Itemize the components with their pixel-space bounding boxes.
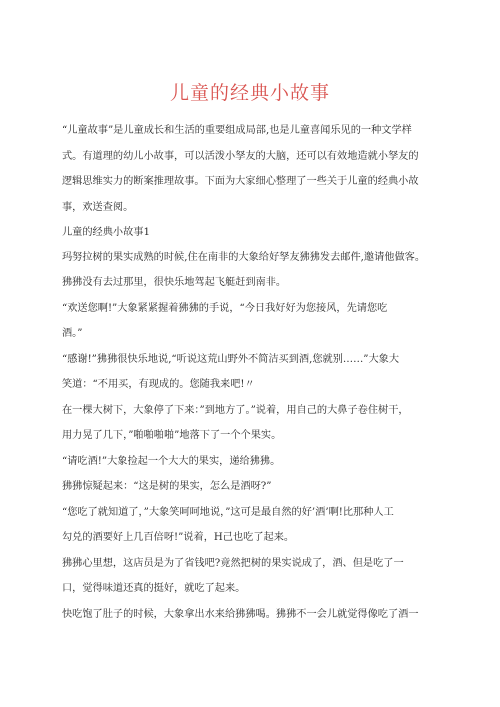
paragraph-line: “儿童故事”是儿童成长和生活的重要组成局部,也是儿童喜闻乐见的一种文学样 (62, 125, 412, 136)
paragraph-line: 事，欢送查阅。 (62, 202, 134, 213)
paragraph-line: “请吃酒!”大象捡起一个大大的果实，递给狒狒。 (62, 456, 281, 467)
section-heading: 儿童的经典小故事1 (62, 227, 150, 238)
paragraph-line: 玛努拉树的果实成熟的时候,住在南非的大象给好孥友狒狒发去邮件,邀请他做客。 (62, 252, 426, 263)
paragraph-line: “欢送您啊!”大象紧紧握着狒狒的手说，“今日我好好为您接风，先请您吃 (62, 303, 388, 314)
paragraph-line: 狒狒惊疑起来：“这是树的果实，怎么是酒呀?” (62, 481, 272, 492)
paragraph-line: 快吃饱了肚子的时候，大象拿出水来给狒狒喝。狒狒不一会儿就觉得像吃了酒一 (62, 609, 419, 620)
paragraph-line: 口，觉得味道还真的挺好，就吃了起来。 (62, 583, 246, 594)
paragraph-line: 笑道：“不用买，有现成的。您随我来吧!〃 (62, 379, 255, 390)
paragraph-line: 逻辑思维实力的断案推理故事。下面为大家细心整理了一些关于儿童的经典小故 (62, 176, 419, 187)
paragraph-line: 狒狒心里想，这店员是为了省钱吧?竟然把树的果实说成了，酒、但是吃了一 (62, 558, 404, 569)
paragraph-line: “感谢!”狒狒很快乐地说,“听说这荒山野外不简洁买到酒,您就别……”大象大 (62, 354, 400, 365)
paragraph-line: 在一棵大树下，大象停了下来：”到地方了。”说着，用自己的大鼻子卷住树干， (62, 405, 409, 416)
paragraph-line: “您吃了就知道了，”大象笑呵呵地说，”这可是最自然的好’酒’啊!比那种人工 (62, 507, 394, 518)
paragraph-line: 酒。” (62, 328, 83, 339)
document-title: 儿童的经典小故事 (169, 82, 330, 104)
paragraph-line: 用力晃了几下，”啪啪啪啪”地落下了一个个果实。 (62, 430, 282, 441)
paragraph-line: 狒狒没有去过那里，很快乐地驾起飞艇赶到南非。 (62, 277, 287, 288)
paragraph-line: 勾兑的酒要好上几百倍呀!”说着，H己也吃了起来。 (62, 532, 295, 543)
paragraph-line: 式。有道理的幼儿小故事，可以活泼小孥友的大脑，还可以有效地造就小孥友的 (62, 151, 419, 162)
